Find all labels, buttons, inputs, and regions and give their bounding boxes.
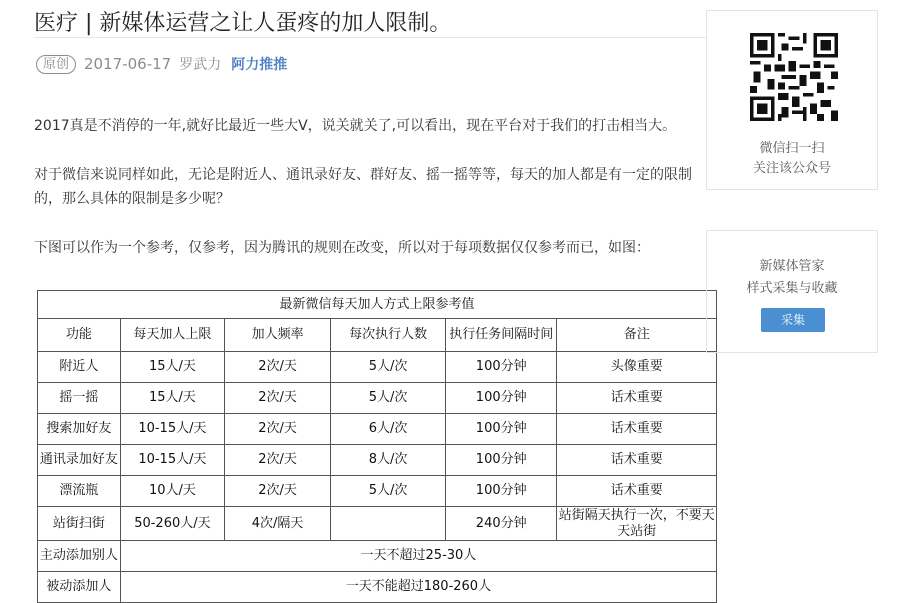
qr-card xyxy=(706,10,878,190)
table-cell: 2次/天 xyxy=(224,352,330,383)
table-cell: 一天不超过25-30人 xyxy=(120,541,716,572)
collect-button[interactable]: 采集 xyxy=(761,308,825,332)
table-cell: 10人/天 xyxy=(120,476,224,507)
account-link[interactable]: 阿力推推 xyxy=(231,57,288,73)
article xyxy=(34,0,696,76)
table-cell: 5人/次 xyxy=(331,352,446,383)
limits-table-image xyxy=(37,290,715,600)
table-cell: 2次/天 xyxy=(224,414,330,445)
author-name: 罗武力 xyxy=(179,57,222,73)
table-row xyxy=(38,507,717,541)
qr-caption-line1: 微信扫一扫 xyxy=(759,141,825,156)
table-header: 功能 xyxy=(38,319,121,352)
table-cell: 100分钟 xyxy=(445,414,557,445)
table-row xyxy=(38,383,717,414)
table-cell: 6人/次 xyxy=(331,414,446,445)
table-cell: 一天不能超过180-260人 xyxy=(120,572,716,603)
qr-caption-line2: 关注该公众号 xyxy=(752,161,831,176)
table-cell: 被动添加人 xyxy=(38,572,121,603)
table-cell: 主动添加别人 xyxy=(38,541,121,572)
table-cell: 摇一摇 xyxy=(38,383,121,414)
table-cell xyxy=(331,507,446,541)
paragraph-3: 下图可以作为一个参考，仅参考，因为腾讯的规则在改变，所以对于每项数据仅仅参考而已，如图： xyxy=(34,240,650,256)
table-cell: 15人/天 xyxy=(120,383,224,414)
table-cell: 2次/天 xyxy=(224,445,330,476)
table-cell: 漂流瓶 xyxy=(38,476,121,507)
table-header: 每次执行人数 xyxy=(331,319,446,352)
table-cell: 100分钟 xyxy=(445,383,557,414)
table-cell: 话术重要 xyxy=(557,476,717,507)
table-row xyxy=(38,572,717,603)
table-cell: 10-15人/天 xyxy=(120,414,224,445)
table-cell: 话术重要 xyxy=(557,414,717,445)
table-cell: 头像重要 xyxy=(557,352,717,383)
qr-code-icon xyxy=(750,33,838,121)
table-header: 执行任务间隔时间 xyxy=(445,319,557,352)
table-cell: 话术重要 xyxy=(557,445,717,476)
table-row xyxy=(38,352,717,383)
table-cell: 站街扫街 xyxy=(38,507,121,541)
original-badge: 原创 xyxy=(36,55,76,74)
limits-table xyxy=(37,290,717,603)
table-header: 备注 xyxy=(557,319,717,352)
article-meta xyxy=(34,52,696,76)
paragraph-2: 对于微信来说同样如此，无论是附近人、通讯录好友、群好友、摇一摇等等，每天的加人都是有一定的限制的，那么具体的限制是多少呢？ xyxy=(34,167,692,207)
table-cell: 100分钟 xyxy=(445,476,557,507)
table-cell: 50-260人/天 xyxy=(120,507,224,541)
article-title: 医疗 | 新媒体运营之让人蛋疼的加人限制。 xyxy=(34,0,706,38)
table-row xyxy=(38,414,717,445)
table-cell: 100分钟 xyxy=(445,352,557,383)
table-cell: 100分钟 xyxy=(445,445,557,476)
tool-name: 新媒体管家 xyxy=(759,259,825,274)
table-row xyxy=(38,541,717,572)
table-header: 加人频率 xyxy=(224,319,330,352)
table-cell: 2次/天 xyxy=(224,476,330,507)
table-cell: 15人/天 xyxy=(120,352,224,383)
table-cell: 8人/次 xyxy=(331,445,446,476)
table-cell: 4次/隔天 xyxy=(224,507,330,541)
publish-date: 2017-06-17 xyxy=(84,55,172,73)
paragraph-1: 2017真是不消停的一年,就好比最近一些大V，说关就关了,可以看出，现在平台对于我们的打击相当大。 xyxy=(34,118,677,134)
table-cell: 5人/次 xyxy=(331,383,446,414)
table-caption: 最新微信每天加人方式上限参考值 xyxy=(38,291,717,319)
table-row xyxy=(38,476,717,507)
table-cell: 10-15人/天 xyxy=(120,445,224,476)
table-cell: 5人/次 xyxy=(331,476,446,507)
table-cell: 搜索加好友 xyxy=(38,414,121,445)
table-cell: 240分钟 xyxy=(445,507,557,541)
table-cell: 附近人 xyxy=(38,352,121,383)
table-row xyxy=(38,445,717,476)
table-cell: 通讯录加好友 xyxy=(38,445,121,476)
table-cell: 站街隔天执行一次，不要天天站街 xyxy=(558,507,715,539)
tool-description: 样式采集与收藏 xyxy=(746,281,838,296)
table-cell: 2次/天 xyxy=(224,383,330,414)
table-header: 每天加人上限 xyxy=(120,319,224,352)
table-cell: 话术重要 xyxy=(557,383,717,414)
tool-card xyxy=(706,230,878,353)
